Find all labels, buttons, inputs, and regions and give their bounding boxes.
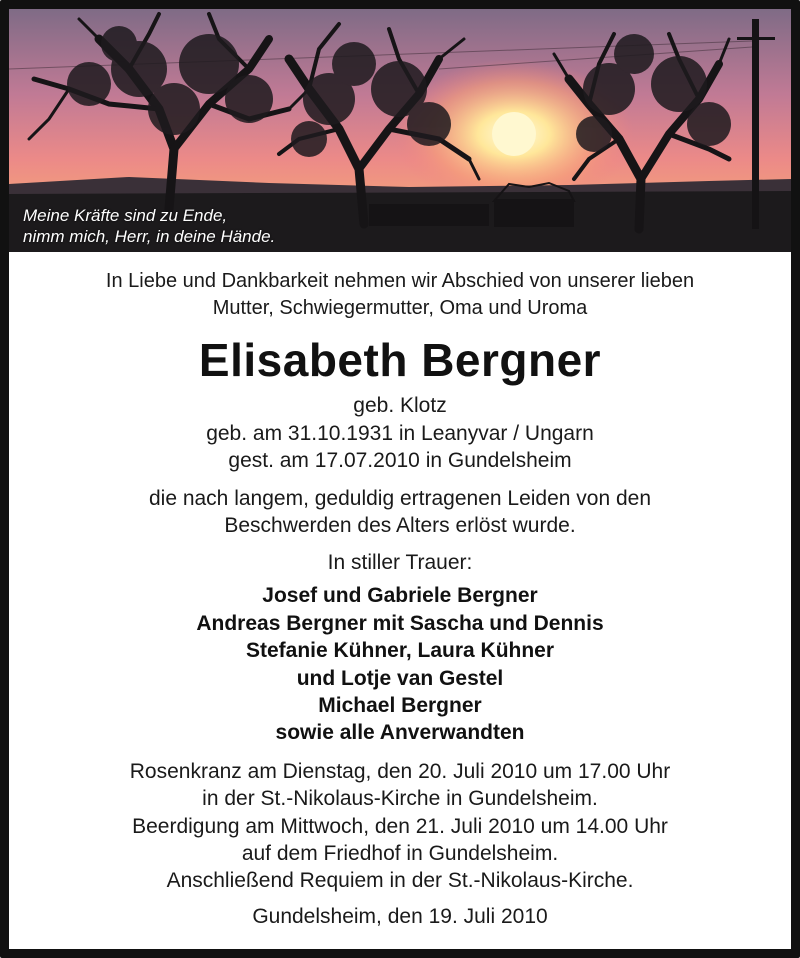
service-line-3: Beerdigung am Mittwoch, den 21. Juli 2010 um 14.00 Uhr [132,815,668,838]
service-line-4: auf dem Friedhof in Gundelsheim. [241,842,559,865]
intro-line-2: Mutter, Schwiegermutter, Oma und Uroma [212,297,588,319]
deceased-name: Elisabeth Bergner [198,334,602,386]
release-line-2: Beschwerden des Alters erlöst wurde. [224,514,576,537]
mourner-name: sowie alle Anverwandten [275,721,525,744]
mourning-heading: In stiller Trauer: [327,551,473,574]
intro-line-1: In Liebe und Dankbarkeit nehmen wir Abschied von unserer lieben [105,270,695,292]
birth-line: geb. am 31.10.1931 in Leanyvar / Ungarn [206,422,594,445]
mourner-name: und Lotje van Gestel [296,667,504,690]
photo-caption [23,205,275,247]
release-line-1: die nach langem, geduldig ertragenen Leiden von den [148,487,652,510]
death-line: gest. am 17.07.2010 in Gundelsheim [228,449,572,472]
service-line-5: Anschließend Requiem in der St.-Nikolaus-Kirche. [166,869,634,892]
service-line-1: Rosenkranz am Dienstag, den 20. Juli 2010 um 17.00 Uhr [129,760,671,783]
sunset-photo [9,9,791,252]
mourner-name: Michael Bergner [318,694,482,717]
caption-line-2: nimm mich, Herr, in deine Hände. [23,227,276,246]
mourner-name: Stefanie Kühner, Laura Kühner [245,639,555,662]
mourner-name: Andreas Bergner mit Sascha und Dennis [196,612,604,635]
service-line-2: in der St.-Nikolaus-Kirche in Gundelsheim. [202,787,598,810]
place-date: Gundelsheim, den 19. Juli 2010 [252,905,548,928]
maiden-name: geb. Klotz [353,394,447,417]
caption-line-1: Meine Kräfte sind zu Ende, [23,206,228,225]
mourner-name: Josef und Gabriele Bergner [262,584,538,607]
